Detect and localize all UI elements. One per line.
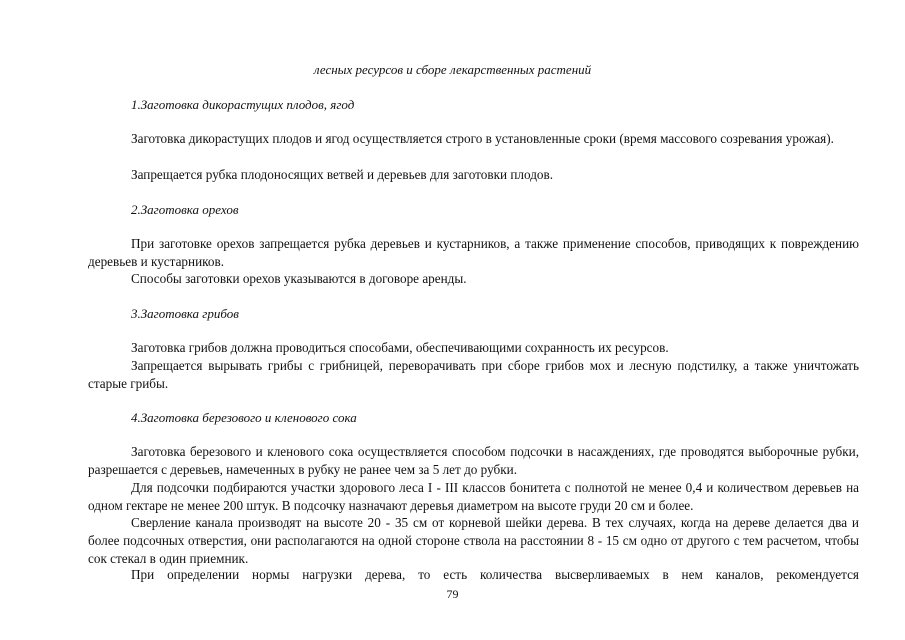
paragraph: Запрещается рубка плодоносящих ветвей и деревьев для заготовки плодов.	[131, 167, 554, 182]
paragraph: При заготовке орехов запрещается рубка деревьев и кустарников, а также применение способов, приводящих к повреждению деревьев и кустарников.	[88, 236, 859, 269]
section-heading-sap: 4.Заготовка березового и кленового сока	[131, 410, 357, 425]
paragraph: Заготовка березового и кленового сока осуществляется способом подсочки в насаждениях, где проводятся выборочные рубки, разрешается с деревьев, намеченных в рубку не ранее чем за 5 лет до рубки.	[88, 444, 859, 477]
section-heading-nuts: 2.Заготовка орехов	[131, 202, 239, 217]
paragraph: Заготовка грибов должна проводиться способами, обеспечивающими сохранность их ресурсов.	[131, 340, 669, 355]
paragraph: Запрещается вырывать грибы с грибницей, переворачивать при сборе грибов мох и лесную подстилку, а также уничтожать старые грибы.	[88, 358, 859, 391]
paragraph: Заготовка дикорастущих плодов и ягод осуществляется строго в установленные сроки (время массового созревания урожая).	[131, 131, 834, 146]
page-header: лесных ресурсов и сборе лекарственных растений	[313, 62, 592, 77]
paragraph: Способы заготовки орехов указываются в договоре аренды.	[131, 271, 467, 286]
section-heading-wild-fruits: 1.Заготовка дикорастущих плодов, ягод	[131, 97, 355, 112]
paragraph: При определении нормы нагрузки дерева, то есть количества высверливаемых в нем каналов, рекомендуется	[131, 567, 859, 582]
paragraph: Для подсочки подбираются участки здорового леса I - III классов бонитета с полнотой не менее 0,4 и количеством деревьев на одном гектаре не менее 200 штук. В подсочку назначают деревья диаметром на высоте груди 20 см и более.	[88, 480, 859, 513]
page-number: 79	[446, 587, 459, 601]
section-heading-mushrooms: 3.Заготовка грибов	[131, 306, 239, 321]
paragraph: Сверление канала производят на высоте 20 - 35 см от корневой шейки дерева. В тех случаях, когда на дереве делается два и более подсочных отверстия, они располагаются на одной стороне ствола на расстоянии 8 - 15 см одно от другого с тем расчетом, чтобы сок стекал в один приемник.	[88, 515, 859, 566]
